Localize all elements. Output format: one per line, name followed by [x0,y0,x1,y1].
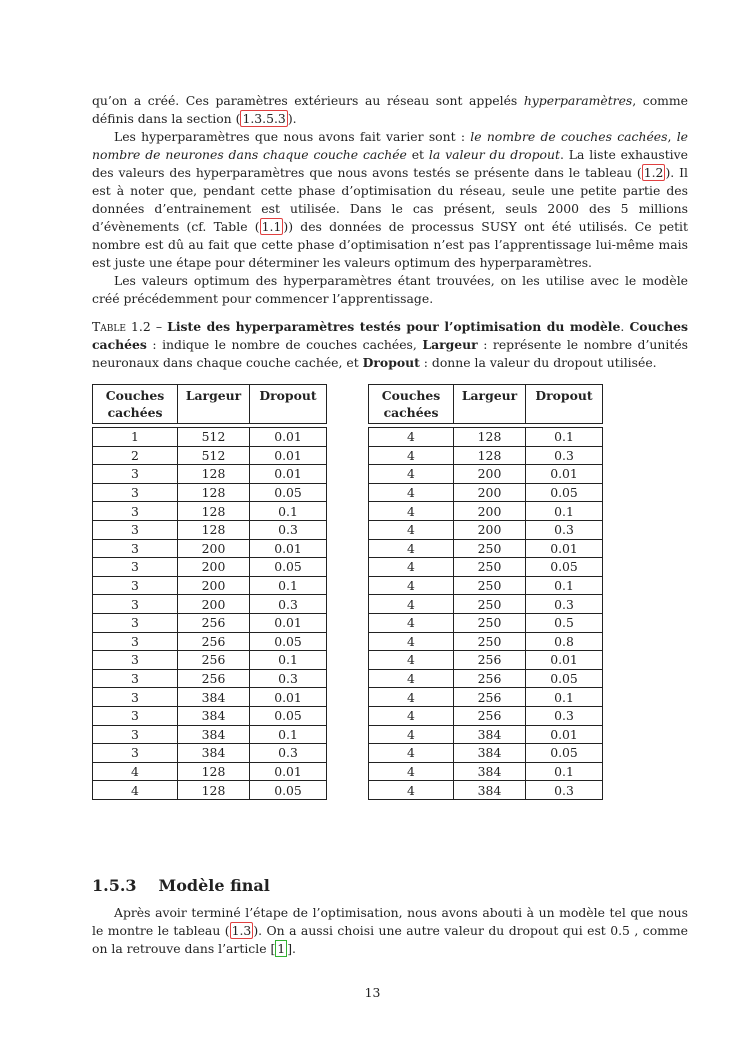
cell-largeur: 128 [454,446,526,465]
table-row [93,558,327,577]
cell-largeur: 256 [454,669,526,688]
cell-couches: 1 [93,428,178,447]
header-largeur: Largeur [454,385,526,424]
table-row [93,781,327,800]
cell-largeur: 384 [178,706,250,725]
cell-largeur: 128 [454,428,526,447]
table-row [93,446,327,465]
cell-largeur: 256 [178,613,250,632]
cell-largeur: 256 [454,688,526,707]
cell-largeur: 250 [454,595,526,614]
header-dropout: Dropout [526,385,603,424]
hyperparameter-table-right [368,384,603,800]
header-couches-cachees: Couches cachées [369,385,454,424]
cell-couches: 4 [369,520,454,539]
cell-largeur: 250 [454,576,526,595]
table-row [93,762,327,781]
table-row [369,781,603,800]
cell-largeur: 200 [454,520,526,539]
cell-dropout: 0.3 [526,706,603,725]
header-largeur: Largeur [178,385,250,424]
cell-largeur: 256 [178,632,250,651]
cell-largeur: 128 [178,762,250,781]
table-row [93,669,327,688]
table-row [369,651,603,670]
cell-couches: 4 [369,669,454,688]
section-heading [92,876,270,895]
cell-couches: 4 [369,502,454,521]
cell-largeur: 200 [178,539,250,558]
cell-dropout: 0.05 [250,632,327,651]
cell-dropout: 0.01 [250,613,327,632]
cell-largeur: 250 [454,613,526,632]
table-row [369,725,603,744]
cell-dropout: 0.1 [526,502,603,521]
cell-dropout: 0.01 [250,446,327,465]
cell-dropout: 0.1 [250,651,327,670]
cell-largeur: 256 [178,669,250,688]
table-row [369,465,603,484]
cell-dropout: 0.01 [250,762,327,781]
cell-dropout: 0.3 [250,595,327,614]
cell-dropout: 0.05 [250,558,327,577]
table-row [369,632,603,651]
cell-dropout: 0.05 [526,558,603,577]
cell-dropout: 0.01 [526,539,603,558]
cell-couches: 4 [93,781,178,800]
cell-couches: 4 [369,428,454,447]
table-row [93,576,327,595]
cell-couches: 4 [369,446,454,465]
citation-link[interactable]: 1 [277,941,286,956]
table-row [93,428,327,447]
cell-couches: 4 [369,688,454,707]
cell-largeur: 200 [454,465,526,484]
table-row [369,613,603,632]
paragraph-1: qu’on a créé. Ces paramètres extérieurs au réseau sont appelés hyperparamètres, comme définis dans la section ( 1.3.5.3 ). [92,93,689,126]
table-row [93,502,327,521]
table-row [369,669,603,688]
table-row [369,576,603,595]
cell-couches: 4 [369,725,454,744]
cell-couches: 4 [369,465,454,484]
table-body-right [369,424,603,800]
table-row [93,613,327,632]
cell-largeur: 384 [454,762,526,781]
cell-couches: 3 [93,669,178,688]
cell-dropout: 0.05 [526,483,603,502]
table-row [369,483,603,502]
cell-dropout: 0.1 [526,428,603,447]
table-row [93,725,327,744]
cell-couches: 4 [369,762,454,781]
cell-dropout: 0.5 [526,613,603,632]
table-row [93,595,327,614]
cell-couches: 3 [93,558,178,577]
table-row [93,688,327,707]
table-row [369,446,603,465]
table-caption: Table 1.2 – Liste des hyperparamètres testés pour l’optimisation du modèle. Couches cachées : indique le nombre de couches cachées, Largeur : représente le nombre d’unités neuronaux dans chaque couche cachée, et Dropout : donne la valeur du dropout utilisée. [92,319,689,370]
cell-couches: 3 [93,651,178,670]
cell-largeur: 384 [454,725,526,744]
cell-couches: 3 [93,539,178,558]
cell-largeur: 384 [178,725,250,744]
table-row [93,706,327,725]
final-model-paragraph: Après avoir terminé l’étape de l’optimisation, nous avons abouti à un modèle tel que nous le montre le tableau ( 1.3 ). On a aussi choisi une autre valeur du dropout qui est 0.5 , comme on la retrouve dans l’article [ 1 ]. [92,905,688,956]
cell-couches: 4 [369,744,454,763]
table-row [369,520,603,539]
paragraph-3: Les valeurs optimum des hyperparamètres étant trouvées, on les utilise avec le modèle créé précédemment pour commencer l’apprentissage. [92,273,688,306]
cell-dropout: 0.3 [526,781,603,800]
cell-couches: 4 [369,539,454,558]
cell-largeur: 128 [178,465,250,484]
cell-couches: 3 [93,595,178,614]
cell-couches: 3 [93,613,178,632]
cell-dropout: 0.01 [250,428,327,447]
cell-largeur: 512 [178,446,250,465]
cell-couches: 3 [93,483,178,502]
cell-largeur: 384 [454,781,526,800]
cell-couches: 3 [93,632,178,651]
cell-dropout: 0.01 [526,651,603,670]
cell-dropout: 0.8 [526,632,603,651]
table-row [369,558,603,577]
cell-largeur: 256 [178,651,250,670]
header-couches-cachees: Couches cachées [93,385,178,424]
cell-couches: 3 [93,465,178,484]
cell-dropout: 0.1 [526,688,603,707]
cell-couches: 4 [369,483,454,502]
cell-dropout: 0.1 [526,762,603,781]
table-body-left [93,424,327,800]
cell-largeur: 200 [454,483,526,502]
cell-largeur: 384 [178,744,250,763]
cell-largeur: 128 [178,520,250,539]
cell-dropout: 0.05 [250,706,327,725]
cell-couches: 4 [369,781,454,800]
cell-couches: 4 [369,576,454,595]
hyperparameter-table-left [92,384,327,800]
cell-dropout: 0.3 [526,446,603,465]
table-row [369,428,603,447]
hyperparameter-tables [92,384,688,804]
cell-dropout: 0.1 [250,576,327,595]
cell-couches: 4 [369,706,454,725]
cell-dropout: 0.01 [250,688,327,707]
cell-dropout: 0.1 [526,576,603,595]
cell-couches: 4 [369,613,454,632]
cell-largeur: 128 [178,781,250,800]
cell-largeur: 200 [178,595,250,614]
cell-couches: 4 [369,632,454,651]
cell-dropout: 0.3 [250,744,327,763]
table-row [369,502,603,521]
cell-couches: 4 [369,651,454,670]
table-ref-link-1-1[interactable]: 1.1 [261,219,282,234]
cell-largeur: 250 [454,539,526,558]
cell-dropout: 0.1 [250,502,327,521]
table-row [93,651,327,670]
table-row [369,744,603,763]
table-header-row [369,385,603,424]
cell-couches: 3 [93,706,178,725]
section-number: 1.5.3 [92,876,137,895]
cell-largeur: 128 [178,502,250,521]
cell-largeur: 512 [178,428,250,447]
cell-largeur: 250 [454,558,526,577]
cell-largeur: 256 [454,706,526,725]
table-ref-link-1-2[interactable]: 1.2 [643,165,664,180]
cell-dropout: 0.1 [250,725,327,744]
table-ref-link-1-3[interactable]: 1.3 [231,923,252,938]
cell-largeur: 256 [454,651,526,670]
page-number: 13 [364,985,381,1000]
table-row [93,744,327,763]
table-row [369,706,603,725]
section-ref-link[interactable]: 1.3.5.3 [242,111,286,126]
table-row [369,539,603,558]
cell-dropout: 0.05 [250,781,327,800]
cell-largeur: 250 [454,632,526,651]
page-body [92,92,688,804]
cell-dropout: 0.01 [250,539,327,558]
cell-couches: 3 [93,725,178,744]
cell-couches: 3 [93,576,178,595]
cell-dropout: 0.05 [250,483,327,502]
cell-dropout: 0.01 [526,465,603,484]
cell-largeur: 200 [178,558,250,577]
table-row [93,520,327,539]
cell-largeur: 384 [178,688,250,707]
cell-largeur: 200 [178,576,250,595]
cell-couches: 4 [369,595,454,614]
table-row [93,539,327,558]
cell-dropout: 0.01 [526,725,603,744]
cell-couches: 4 [369,558,454,577]
cell-dropout: 0.05 [526,669,603,688]
table-row [369,688,603,707]
cell-dropout: 0.01 [250,465,327,484]
table-row [93,465,327,484]
cell-largeur: 384 [454,744,526,763]
table-row [369,595,603,614]
cell-couches: 3 [93,744,178,763]
table-row [369,762,603,781]
paragraph-2: Les hyperparamètres que nous avons fait varier sont : le nombre de couches cachées, le nombre de neurones dans chaque couche cachée et la valeur du dropout. La liste exhaustive des valeurs des hyperparamètres que nous avons testés se présente dans le tableau ( 1.2 ). Il est à noter que, pendant cette phase d’optimisation du réseau, seule une petite partie des données d’entrainement est utilisée. Dans le cas présent, seuls 2000 des 5 millions d’évènements (cf. Table ( 1.1 )) des données de processus SUSY ont été utilisés. Ce petit nombre est dû au fait que cette phase d’optimisation n’est pas l’apprentissage lui-même mais est juste une étape pour déterminer les valeurs optimum des hyperparamètres. [92,129,689,270]
header-dropout: Dropout [250,385,327,424]
cell-largeur: 200 [454,502,526,521]
section-title: Modèle final [158,876,270,895]
cell-couches: 3 [93,520,178,539]
cell-dropout: 0.3 [250,669,327,688]
cell-dropout: 0.3 [250,520,327,539]
cell-dropout: 0.3 [526,595,603,614]
cell-dropout: 0.3 [526,520,603,539]
cell-couches: 2 [93,446,178,465]
table-row [93,632,327,651]
cell-dropout: 0.05 [526,744,603,763]
table-header-row [93,385,327,424]
cell-largeur: 128 [178,483,250,502]
table-row [93,483,327,502]
cell-couches: 3 [93,502,178,521]
cell-couches: 3 [93,688,178,707]
cell-couches: 4 [93,762,178,781]
